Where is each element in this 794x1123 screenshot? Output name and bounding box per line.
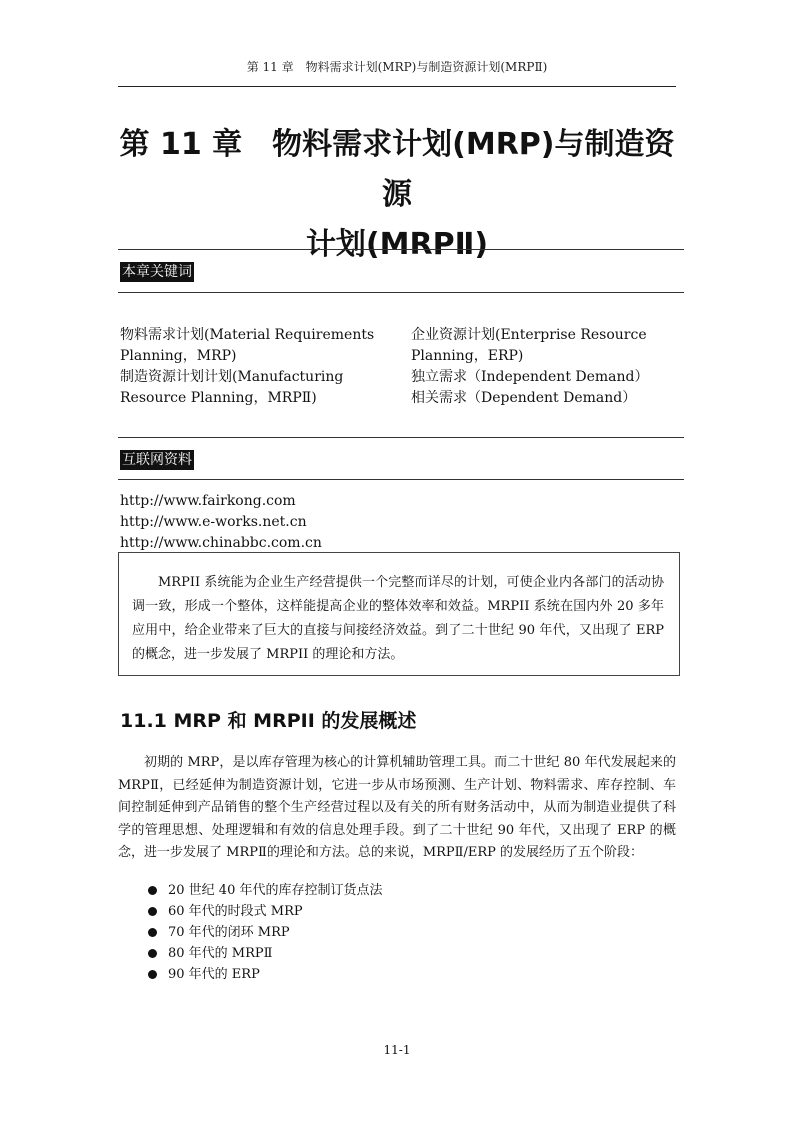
page-number: 11-1	[383, 1043, 411, 1057]
bullet-icon	[148, 970, 157, 979]
header-rule	[118, 86, 676, 87]
list-item-text: 20 世纪 40 年代的库存控制订货点法	[168, 883, 383, 898]
list-item	[148, 880, 382, 901]
url-link[interactable]: http://www.chinabbc.com.cn	[120, 535, 322, 551]
running-header: 第 11 章 物料需求计划(MRP)与制造资源计划(MRPⅡ)	[246, 60, 548, 74]
list-item	[148, 922, 382, 943]
keywords-bottom-rule	[118, 292, 684, 293]
keyword-line: Planning，ERP)	[411, 348, 524, 364]
keyword-line: 相关需求（Dependent Demand）	[411, 390, 637, 406]
chapter-title	[110, 120, 684, 270]
keywords-top-rule	[118, 249, 684, 250]
keyword-line: Planning，MRP)	[120, 348, 237, 364]
keywords-heading: 本章关键词	[122, 264, 192, 280]
keyword-line: Resource Planning，MRPⅡ)	[120, 390, 317, 406]
internet-top-rule	[118, 437, 684, 438]
abstract-text: MRPII 系统能为企业生产经营提供一个完整而详尽的计划，可使企业内各部门的活动协调一致，形成一个整体，这样能提高企业的整体效率和效益。MRPII 系统在国内外 20 多年应用中，给企业带来了巨大的直接与间接经济效益。到了二十世纪 90 年代，又出现了 ERP 的概念，进一步发展了 MRPII 的理论和方法。	[132, 575, 664, 662]
bullet-icon	[148, 907, 157, 916]
bullet-icon	[148, 949, 157, 958]
keyword-line: 物料需求计划(Material Requirements	[120, 327, 375, 343]
keyword-line: 独立需求（Independent Demand）	[411, 369, 649, 385]
bullet-icon	[148, 928, 157, 937]
internet-bottom-rule	[118, 479, 684, 480]
list-item-text: 80 年代的 MRPⅡ	[168, 946, 273, 961]
list-item	[148, 943, 382, 964]
internet-heading: 互联网资料	[122, 452, 192, 468]
keywords-left-column	[120, 325, 400, 409]
stage-list	[148, 880, 382, 985]
url-link[interactable]: http://www.e-works.net.cn	[120, 514, 307, 530]
keyword-line: 制造资源计划计划(Manufacturing	[120, 369, 344, 385]
bullet-icon	[148, 886, 157, 895]
section-heading: 11.1 MRP 和 MRPII 的发展概述	[120, 710, 417, 732]
url-link[interactable]: http://www.fairkong.com	[120, 493, 296, 509]
keywords-right-column	[411, 325, 681, 409]
list-item-text: 90 年代的 ERP	[168, 967, 260, 982]
list-item-text: 70 年代的闭环 MRP	[168, 925, 290, 940]
list-item	[148, 901, 382, 922]
keyword-line: 企业资源计划(Enterprise Resource	[411, 327, 647, 343]
chapter-title-line1: 第 11 章 物料需求计划(MRP)与制造资源	[119, 127, 675, 212]
chapter-title-line2: 计划(MRPⅡ)	[305, 227, 489, 262]
list-item	[148, 964, 382, 985]
list-item-text: 60 年代的时段式 MRP	[168, 904, 303, 919]
body-paragraph: 初期的 MRP，是以库存管理为核心的计算机辅助管理工具。而二十世纪 80 年代发展起来的 MRPⅡ，已经延伸为制造资源计划，它进一步从市场预测、生产计划、物料需求、库存控制、车间控制延伸到产品销售的整个生产经营过程以及有关的所有财务活动中，从而为制造业提供了科学的管理思想、处理逻辑和有效的信息处理手段。到了二十世纪 90 年代，又出现了 ERP 的概念，进一步发展了 MRPⅡ的理论和方法。总的来说，MRPⅡ/ERP 的发展经历了五个阶段：	[118, 755, 676, 860]
